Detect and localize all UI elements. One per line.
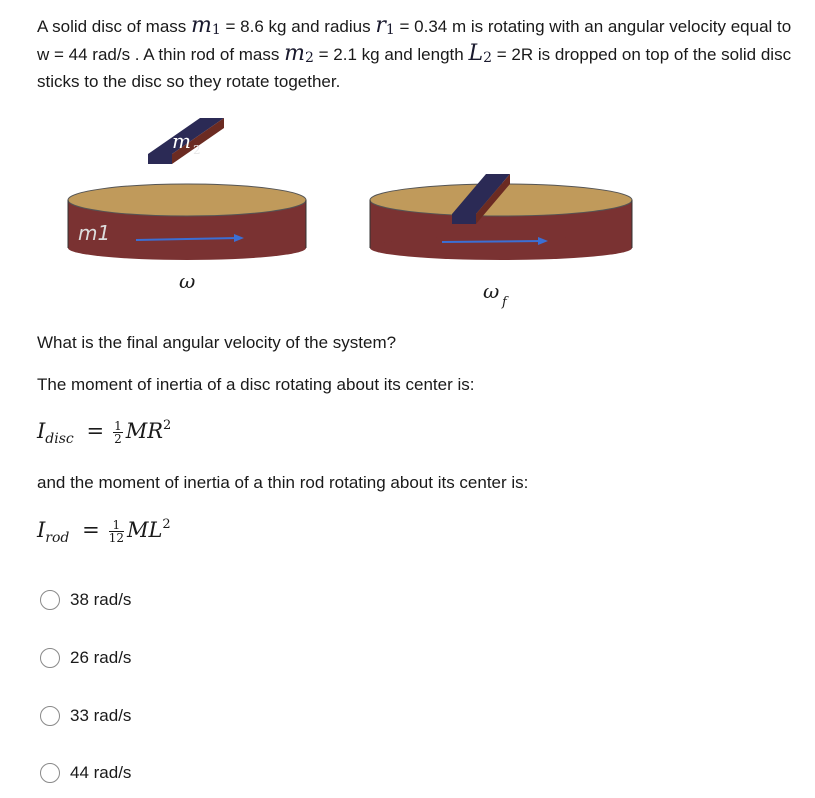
formula-exponent: 2 [163, 418, 172, 433]
disc-inertia-intro: The moment of inertia of a disc rotating about its center is: [37, 375, 475, 394]
answer-option-2[interactable] [40, 646, 131, 670]
formula-rhs: MR [125, 419, 164, 443]
answer-option-label: 44 rad/s [70, 763, 132, 782]
right-disc-bottom [370, 236, 632, 260]
intro-text-4: = 2.1 kg and length [313, 45, 469, 64]
fraction-one-twelfth: $\frac{1}{12}$ [108, 518, 124, 545]
falling-rod-front [148, 154, 172, 164]
radio-button[interactable] [40, 648, 60, 668]
radio-button[interactable] [40, 706, 60, 726]
answer-option-3[interactable] [40, 704, 131, 728]
omega-final-subscript: f [502, 295, 507, 310]
disc-m1-label: m1 [78, 221, 111, 245]
formula-subscript-rod: rod [45, 530, 70, 546]
m2-variable: m2 [284, 41, 314, 66]
left-disc [68, 184, 306, 260]
answer-option-1[interactable] [40, 588, 131, 612]
formula-rhs: ML [126, 518, 163, 542]
fraction-one-half: $\frac{1}{2}$ [114, 419, 122, 446]
falling-rod [148, 118, 224, 164]
rod-inertia-intro: and the moment of inertia of a thin rod rotating about its center is: [37, 473, 529, 492]
intro-text-3: = 0.34 m is rotating with an angular velocity equal to w = 44 rad/s . A thin rod of mass [37, 17, 792, 64]
rod-m2-label: m [172, 129, 191, 153]
right-rotation-arrow [442, 241, 542, 242]
m1-variable: m1 [191, 13, 221, 38]
L2-variable: L2 [468, 41, 492, 66]
formula-equals: = [82, 518, 100, 542]
formula-exponent: 2 [162, 517, 171, 532]
intro-text-5: = 2R is dropped on top of the solid disc sticks to the disc so they rotate together. [37, 45, 792, 91]
radio-button[interactable] [40, 763, 60, 783]
r1-variable: r1 [375, 13, 395, 38]
attached-rod-front [452, 214, 476, 224]
answer-option-label: 26 rad/s [70, 648, 132, 667]
disc-inertia-formula [37, 418, 171, 447]
formula-I: I [37, 419, 46, 443]
rod-m2-subscript: 2 [193, 143, 201, 157]
radio-button[interactable] [40, 590, 60, 610]
omega-final-label: ω [483, 279, 500, 303]
right-disc [370, 174, 632, 260]
formula-equals: = [86, 419, 105, 443]
formula-I: I [37, 518, 46, 542]
answer-option-4[interactable] [40, 761, 131, 785]
intro-text-1: A solid disc of mass [37, 17, 192, 36]
answer-option-label: 38 rad/s [70, 590, 132, 609]
omega-initial-label: ω [179, 269, 196, 293]
answer-option-label: 33 rad/s [70, 706, 132, 725]
question-intro [37, 14, 797, 94]
disc-rod-figure [50, 110, 650, 320]
intro-text-2: = 8.6 kg and radius [220, 17, 376, 36]
rod-inertia-formula [37, 517, 171, 546]
left-disc-top [68, 184, 306, 216]
question-prompt: What is the final angular velocity of the system? [37, 333, 397, 352]
formula-subscript-disc: disc [45, 431, 74, 447]
